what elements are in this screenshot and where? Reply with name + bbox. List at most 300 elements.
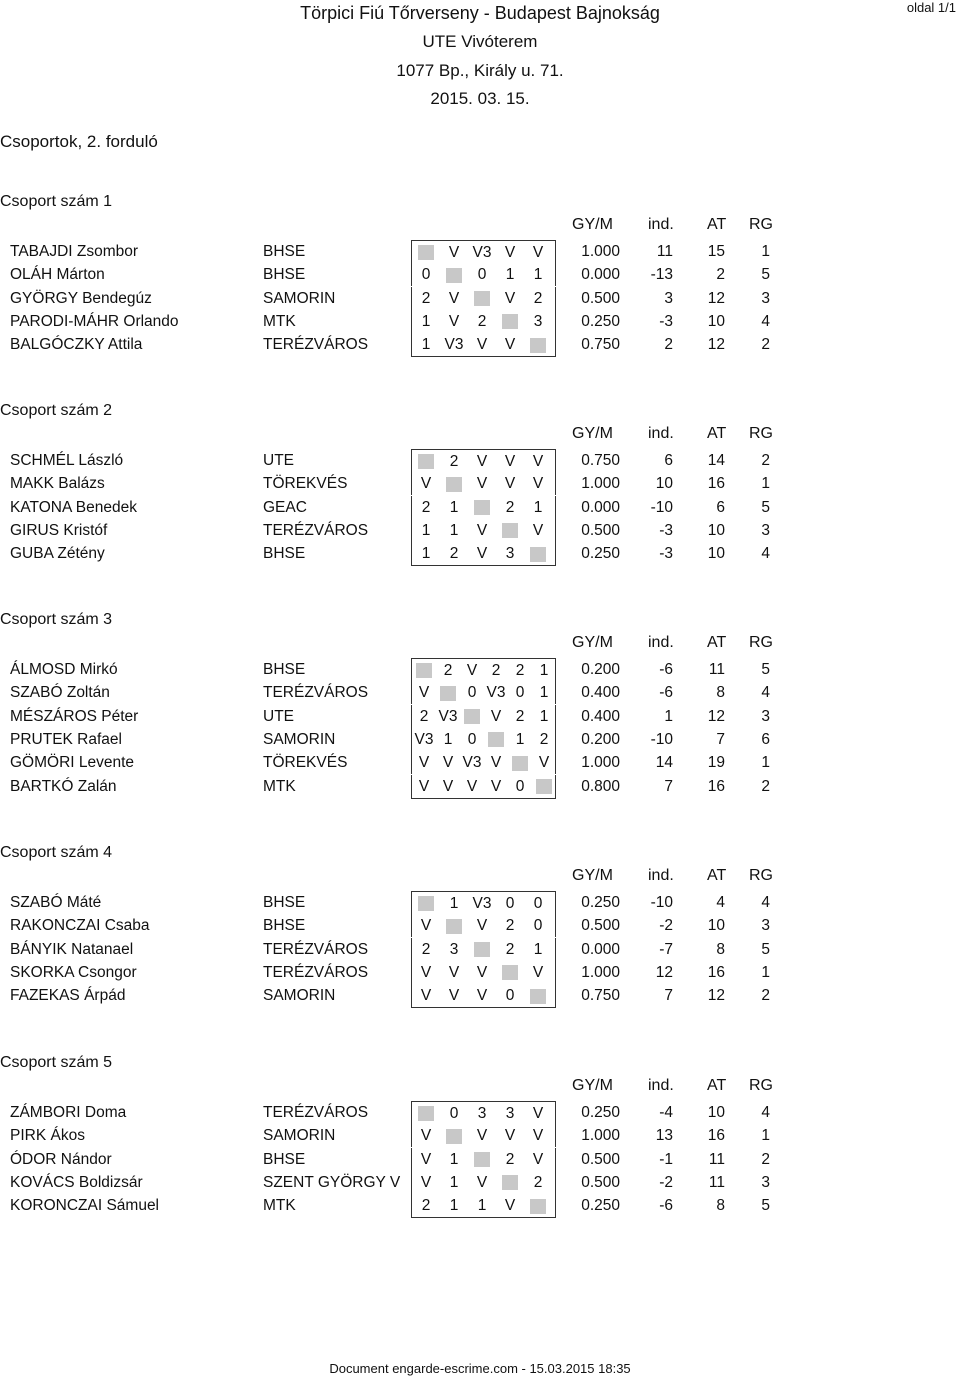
bout-result: 2: [505, 917, 515, 935]
fencer-rank: 2: [761, 1150, 770, 1168]
fencer-name: BÁNYIK Natanael: [10, 940, 134, 958]
fencer-touches-scored: 10: [707, 1104, 725, 1121]
bout-results: [411, 775, 556, 799]
fencer-name: GIRUS Kristóf: [10, 521, 108, 539]
fencer-name: PARODI-MÁHR Orlando: [10, 312, 179, 330]
self-bout-cell: [440, 1124, 468, 1147]
fencer-indicator: 10: [655, 475, 673, 493]
bout-result: 2: [505, 498, 515, 516]
bout-result: V: [418, 754, 430, 772]
self-bout-cell: [412, 1102, 440, 1125]
bout-result: 2: [505, 940, 515, 958]
fencer-touches-scored: 16: [707, 1127, 725, 1145]
fencer-club: TERÉZVÁROS: [263, 336, 369, 354]
self-bout-cell: [440, 914, 468, 937]
bout-result: V: [490, 707, 502, 725]
bout-result: V: [504, 336, 516, 354]
bout-results: [411, 542, 556, 566]
self-bout-marker: [418, 1106, 434, 1121]
fencer-row: [0, 938, 960, 961]
self-bout-marker: [464, 709, 480, 724]
fencer-row: [0, 1194, 960, 1217]
fencer-win-ratio: 0.250: [581, 894, 620, 911]
fencer-win-ratio: 0.750: [581, 987, 620, 1005]
fencer-club: SZENT GYÖRGY V: [263, 1173, 401, 1191]
bout-results: [411, 1124, 556, 1147]
bout-result: V: [504, 475, 516, 493]
fencer-club: SAMORIN: [263, 730, 336, 748]
bout-result: 2: [421, 498, 431, 516]
self-bout-cell: [496, 1171, 524, 1194]
bout-result: V: [442, 777, 454, 795]
bout-result: V: [532, 1105, 544, 1122]
bout-result: V: [442, 754, 454, 772]
bout-result: 2: [443, 662, 453, 679]
self-bout-cell: [496, 310, 524, 333]
bout-result: 1: [421, 312, 431, 330]
fencer-win-ratio: 0.750: [581, 452, 620, 469]
bout-results: [411, 961, 556, 984]
fencer-indicator: 13: [655, 1127, 673, 1145]
fencer-touches-scored: 11: [708, 661, 725, 678]
fencer-row: [0, 775, 960, 798]
fencer-name: GÖMÖRI Levente: [10, 754, 135, 772]
fencer-touches-scored: 14: [707, 452, 725, 469]
bout-result: 1: [477, 1197, 487, 1215]
bout-result: V: [532, 963, 544, 981]
fencer-indicator: 1: [664, 707, 673, 725]
bout-result: V: [420, 1150, 432, 1168]
fencer-win-ratio: 1.000: [581, 1127, 620, 1145]
bout-result: V: [490, 754, 502, 772]
bout-result: 3: [533, 312, 543, 330]
fencer-row: [0, 961, 960, 984]
venue-address: 1077 Bp., Király u. 71.: [396, 61, 564, 80]
bout-result: V: [420, 963, 432, 981]
self-bout-marker: [416, 663, 432, 678]
bout-result: 3: [505, 1105, 515, 1122]
self-bout-cell: [412, 450, 440, 473]
bout-result: V: [466, 777, 478, 795]
fencer-row: [0, 333, 960, 356]
bout-result: 2: [421, 289, 431, 307]
column-header-gm: GY/M: [572, 216, 613, 233]
bout-result: V: [504, 1127, 516, 1145]
bout-result: 2: [515, 707, 525, 725]
self-bout-cell: [532, 775, 556, 798]
fencer-win-ratio: 0.500: [581, 1173, 620, 1191]
bout-result: V: [420, 475, 432, 493]
bout-result: 2: [515, 662, 525, 679]
fencer-rank: 3: [761, 521, 770, 539]
self-bout-cell: [412, 241, 440, 264]
column-header-ind: ind.: [648, 1077, 674, 1094]
fencer-win-ratio: 0.000: [581, 498, 620, 516]
column-header-rg: RG: [749, 1077, 773, 1094]
pool-group: [0, 402, 960, 570]
fencer-indicator: -3: [659, 521, 673, 539]
fencer-indicator: -10: [650, 730, 673, 748]
fencer-club: TERÉZVÁROS: [263, 1104, 369, 1121]
document-footer: Document engarde-escrime.com - 15.03.2015 18:35: [329, 1361, 631, 1376]
bout-result: 2: [449, 453, 459, 470]
fencer-row: [0, 984, 960, 1007]
bout-result: 0: [533, 895, 543, 912]
fencer-indicator: 3: [664, 289, 673, 307]
self-bout-cell: [468, 1148, 496, 1171]
fencer-indicator: 2: [664, 336, 673, 354]
pool-title: Csoport szám 1: [0, 193, 113, 210]
fencer-club: BHSE: [263, 661, 306, 678]
fencer-row: [0, 1171, 960, 1194]
self-bout-cell: [524, 984, 552, 1007]
bout-result: 2: [419, 707, 429, 725]
bout-result: 1: [539, 707, 549, 725]
fencer-name: SZABÓ Zoltán: [10, 684, 110, 702]
fencer-club: TERÉZVÁROS: [263, 940, 369, 958]
fencer-club: UTE: [263, 707, 294, 725]
fencer-row: [0, 1148, 960, 1171]
fencer-club: BHSE: [263, 917, 306, 935]
fencer-rank: 5: [761, 498, 770, 516]
fencer-rank: 1: [761, 754, 770, 772]
fencer-indicator: 11: [656, 243, 673, 260]
bout-result: 1: [449, 1173, 459, 1191]
bout-result: V3: [414, 730, 434, 748]
self-bout-cell: [496, 519, 524, 542]
fencer-rank: 1: [761, 475, 770, 493]
fencer-name: ÓDOR Nándor: [10, 1150, 112, 1168]
bout-result: 0: [533, 917, 543, 935]
fencer-win-ratio: 0.500: [581, 289, 620, 307]
fencer-indicator: -7: [659, 940, 673, 958]
fencer-rank: 5: [761, 661, 770, 678]
page-number: oldal 1/1: [906, 0, 956, 15]
fencer-win-ratio: 0.800: [581, 777, 620, 795]
self-bout-marker: [530, 547, 546, 562]
fencer-touches-scored: 8: [716, 1197, 725, 1215]
fencer-club: SAMORIN: [263, 987, 336, 1005]
bout-result: 1: [443, 730, 453, 748]
fencer-row: [0, 751, 960, 774]
self-bout-marker: [488, 732, 504, 747]
column-header-gm: GY/M: [572, 425, 613, 442]
fencer-rank: 1: [761, 1127, 770, 1145]
competition-date: 2015. 03. 15.: [430, 89, 530, 108]
column-header-gm: GY/M: [572, 1077, 613, 1094]
fencer-indicator: -10: [650, 894, 673, 911]
bout-result: V: [476, 545, 488, 563]
bout-result: 0: [505, 987, 515, 1005]
bout-results: [411, 751, 556, 774]
bout-result: V: [448, 289, 460, 307]
fencer-touches-scored: 11: [708, 1173, 725, 1191]
bout-results: [411, 658, 556, 682]
bout-results: [411, 705, 556, 728]
fencer-indicator: -6: [659, 684, 673, 702]
fencer-rank: 3: [761, 1173, 770, 1191]
bout-results: [411, 449, 556, 473]
pool-group: [0, 611, 960, 802]
fencer-rank: 5: [761, 1197, 770, 1215]
bout-result: V: [476, 987, 488, 1005]
bout-results: [411, 519, 556, 542]
self-bout-marker: [440, 686, 456, 701]
fencer-name: MÉSZÁROS Péter: [10, 707, 139, 725]
bout-result: 1: [449, 1197, 459, 1215]
self-bout-marker: [446, 919, 462, 934]
bout-result: 0: [467, 730, 477, 748]
fencer-win-ratio: 0.000: [581, 266, 620, 284]
bout-results: [411, 938, 556, 961]
bout-result: 2: [533, 1173, 543, 1191]
bout-result: 1: [449, 895, 459, 912]
self-bout-marker: [530, 338, 546, 353]
self-bout-cell: [412, 892, 440, 915]
bout-result: 2: [533, 289, 543, 307]
fencer-indicator: -6: [659, 1197, 673, 1215]
column-header-ind: ind.: [648, 425, 674, 442]
fencer-rank: 4: [761, 545, 770, 563]
self-bout-marker: [474, 1152, 490, 1167]
fencer-win-ratio: 0.000: [581, 940, 620, 958]
bout-results: [411, 914, 556, 937]
fencer-row: [0, 519, 960, 542]
bout-results: [411, 263, 556, 286]
self-bout-cell: [508, 751, 532, 774]
fencer-indicator: -13: [650, 266, 673, 284]
fencer-touches-scored: 10: [707, 917, 725, 935]
fencer-name: PIRK Ákos: [10, 1127, 85, 1145]
fencer-club: UTE: [263, 452, 294, 469]
self-bout-cell: [468, 287, 496, 310]
bout-result: V: [476, 521, 488, 539]
fencer-row: [0, 705, 960, 728]
fencer-club: TÖREKVÉS: [263, 475, 348, 493]
fencer-name: SKORKA Csongor: [10, 963, 137, 981]
fencer-win-ratio: 0.200: [581, 661, 620, 678]
column-header-at: AT: [707, 216, 727, 233]
fencer-name: BARTKÓ Zalán: [10, 777, 117, 795]
bout-result: V3: [472, 244, 492, 261]
self-bout-marker: [474, 500, 490, 515]
bout-result: V: [448, 244, 460, 261]
bout-result: 0: [477, 266, 487, 284]
bout-result: V3: [444, 336, 464, 354]
bout-results: [411, 984, 556, 1008]
self-bout-marker: [512, 756, 528, 771]
fencer-name: OLÁH Márton: [10, 266, 105, 284]
fencer-touches-scored: 16: [707, 777, 725, 795]
column-header-rg: RG: [749, 634, 773, 651]
self-bout-marker: [474, 942, 490, 957]
pool-title: Csoport szám 5: [0, 1054, 113, 1071]
bout-result: V: [420, 917, 432, 935]
fencer-indicator: -3: [659, 545, 673, 563]
bout-result: 0: [421, 266, 431, 284]
bout-result: 1: [421, 545, 431, 563]
fencer-win-ratio: 0.400: [581, 707, 620, 725]
fencer-win-ratio: 0.400: [581, 684, 620, 702]
bout-result: 2: [449, 545, 459, 563]
fencer-rank: 3: [761, 917, 770, 935]
bout-result: 0: [515, 684, 525, 702]
bout-results: [411, 1171, 556, 1194]
self-bout-marker: [446, 477, 462, 492]
self-bout-cell: [468, 938, 496, 961]
fencer-row: [0, 449, 960, 472]
fencer-rank: 2: [761, 452, 770, 469]
fencer-rank: 4: [761, 684, 770, 702]
bout-results: [411, 891, 556, 915]
bout-result: V: [504, 1197, 516, 1215]
bout-results: [411, 728, 556, 751]
fencer-indicator: -1: [659, 1150, 673, 1168]
bout-results: [411, 681, 556, 704]
bout-result: V: [476, 1127, 488, 1145]
bout-result: V: [420, 1127, 432, 1145]
bout-result: 2: [421, 1197, 431, 1215]
column-header-at: AT: [707, 425, 727, 442]
fencer-name: PRUTEK Rafael: [10, 730, 122, 748]
bout-result: V: [532, 244, 544, 261]
fencer-win-ratio: 1.000: [581, 475, 620, 493]
self-bout-cell: [496, 961, 524, 984]
fencer-win-ratio: 0.200: [581, 730, 620, 748]
bout-result: V: [504, 289, 516, 307]
fencer-touches-scored: 12: [707, 336, 725, 354]
bout-result: V: [532, 1127, 544, 1145]
bout-result: V: [532, 475, 544, 493]
bout-result: V3: [486, 684, 506, 702]
bout-result: 1: [421, 521, 431, 539]
fencer-name: SZABÓ Máté: [10, 894, 102, 911]
bout-result: 2: [539, 730, 549, 748]
bout-result: V: [476, 475, 488, 493]
pool-group: [0, 193, 960, 361]
fencer-row: [0, 496, 960, 519]
bout-result: 0: [505, 895, 515, 912]
fencer-name: TABAJDI Zsombor: [10, 243, 139, 260]
fencer-touches-scored: 12: [707, 707, 725, 725]
bout-result: 1: [533, 266, 543, 284]
fencer-win-ratio: 1.000: [581, 963, 620, 981]
self-bout-marker: [474, 291, 490, 306]
fencer-row: [0, 263, 960, 286]
self-bout-marker: [502, 965, 518, 980]
fencer-win-ratio: 0.500: [581, 521, 620, 539]
fencer-rank: 4: [761, 894, 770, 911]
bout-results: [411, 240, 556, 264]
bout-results: [411, 472, 556, 495]
fencer-touches-scored: 8: [716, 684, 725, 702]
round-title: Csoportok, 2. forduló: [0, 132, 158, 151]
fencer-win-ratio: 1.000: [581, 754, 620, 772]
bout-result: V: [420, 987, 432, 1005]
fencer-rank: 4: [761, 312, 770, 330]
fencer-name: RAKONCZAI Csaba: [10, 917, 150, 935]
bout-result: V: [490, 777, 502, 795]
bout-results: [411, 287, 556, 310]
fencer-club: MTK: [263, 1197, 296, 1215]
self-bout-marker: [418, 454, 434, 469]
fencer-club: MTK: [263, 777, 296, 795]
fencer-club: MTK: [263, 312, 296, 330]
fencer-indicator: 7: [664, 987, 673, 1005]
fencer-club: TERÉZVÁROS: [263, 684, 369, 702]
fencer-name: MAKK Balázs: [10, 475, 105, 493]
column-header-rg: RG: [749, 425, 773, 442]
bout-result: V: [476, 1173, 488, 1191]
fencer-indicator: -2: [659, 917, 673, 935]
bout-results: [411, 1148, 556, 1171]
fencer-name: ÁLMOSD Mirkó: [10, 661, 118, 678]
self-bout-marker: [446, 268, 462, 283]
fencer-row: [0, 914, 960, 937]
fencer-name: KORONCZAI Sámuel: [10, 1197, 160, 1215]
fencer-club: BHSE: [263, 545, 306, 563]
column-header-rg: RG: [749, 867, 773, 884]
fencer-indicator: -4: [659, 1104, 673, 1121]
fencer-row: [0, 891, 960, 914]
bout-result: V3: [462, 754, 482, 772]
fencer-win-ratio: 1.000: [581, 243, 620, 260]
bout-result: V: [448, 312, 460, 330]
fencer-rank: 1: [761, 963, 770, 981]
pool-group: [0, 1054, 960, 1222]
column-header-at: AT: [707, 634, 727, 651]
fencer-row: [0, 1124, 960, 1147]
bout-result: V: [476, 336, 488, 354]
fencer-win-ratio: 0.250: [581, 312, 620, 330]
fencer-indicator: 12: [655, 963, 673, 981]
fencer-touches-scored: 12: [707, 289, 725, 307]
fencer-rank: 5: [761, 266, 770, 284]
bout-result: 0: [449, 1105, 459, 1122]
bout-result: V: [476, 917, 488, 935]
bout-result: 2: [421, 940, 431, 958]
fencer-touches-scored: 7: [716, 730, 725, 748]
fencer-indicator: 7: [664, 777, 673, 795]
bout-results: [411, 333, 556, 357]
bout-result: 1: [505, 266, 515, 284]
bout-result: 2: [491, 662, 501, 679]
bout-result: 1: [539, 684, 549, 702]
fencer-touches-scored: 2: [716, 266, 725, 284]
fencer-indicator: -2: [659, 1173, 673, 1191]
self-bout-cell: [524, 542, 552, 565]
fencer-club: TERÉZVÁROS: [263, 963, 369, 981]
fencer-row: [0, 1101, 960, 1124]
fencer-rank: 2: [761, 336, 770, 354]
fencer-rank: 3: [761, 707, 770, 725]
bout-result: V: [448, 963, 460, 981]
column-header-rg: RG: [749, 216, 773, 233]
fencer-club: GEAC: [263, 498, 307, 516]
self-bout-marker: [536, 779, 552, 794]
fencer-touches-scored: 11: [708, 1150, 725, 1168]
fencer-rank: 4: [761, 1104, 770, 1121]
bout-result: 2: [477, 312, 487, 330]
fencer-rank: 6: [761, 730, 770, 748]
fencer-win-ratio: 0.500: [581, 917, 620, 935]
fencer-rank: 2: [761, 987, 770, 1005]
fencer-rank: 2: [761, 777, 770, 795]
fencer-win-ratio: 0.250: [581, 545, 620, 563]
fencer-name: BALGÓCZKY Attila: [10, 336, 143, 354]
fencer-indicator: -10: [650, 498, 673, 516]
fencer-club: BHSE: [263, 243, 306, 260]
